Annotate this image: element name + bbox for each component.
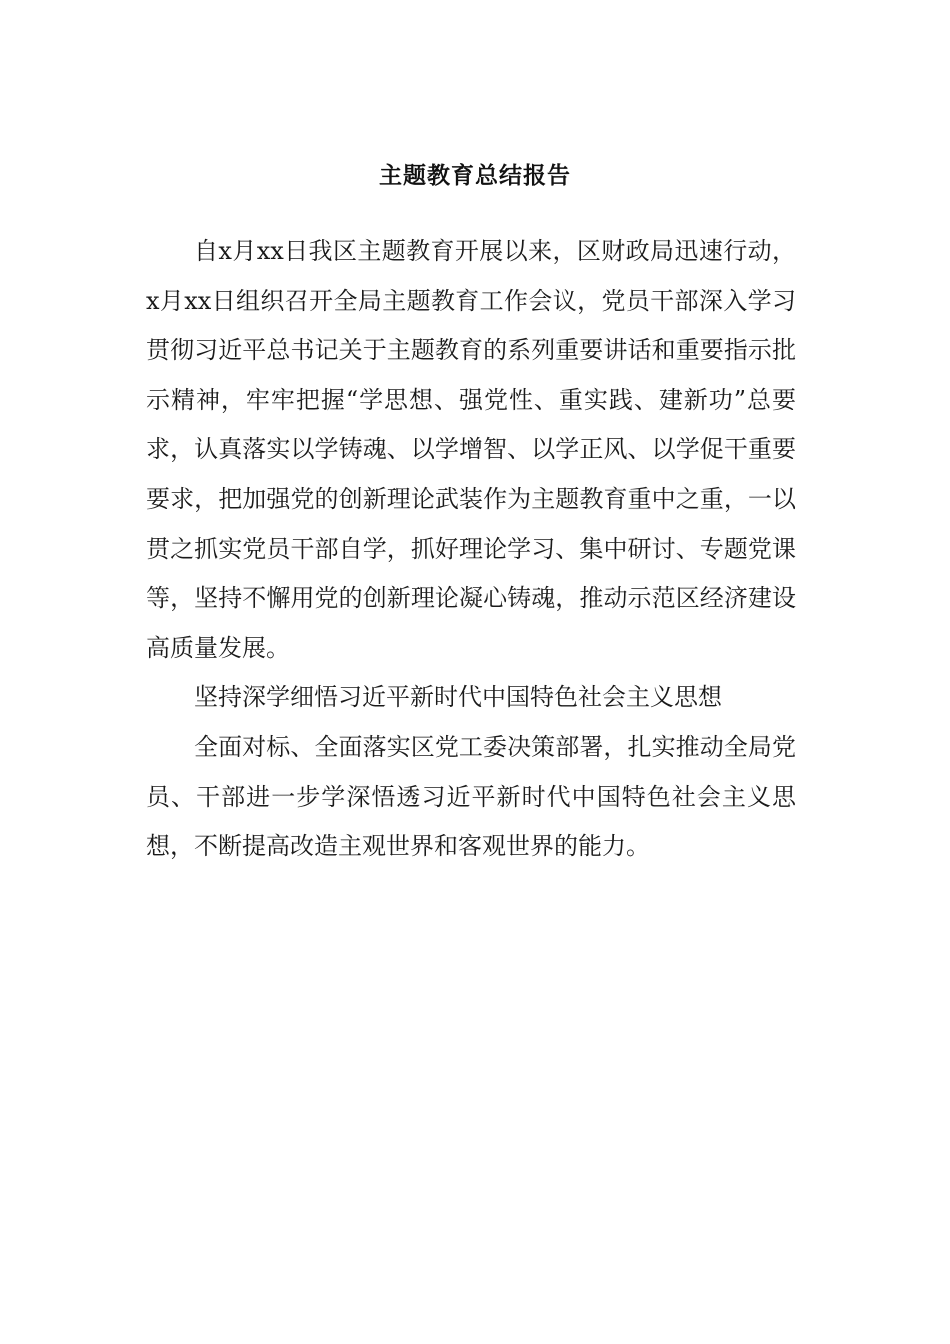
paragraph-body: 全面对标、全面落实区党工委决策部署，扎实推动全局党员、干部进一步学深悟透习近平新时代中国特色社会主义思想，不断提高改造主观世界和客观世界的能力。 [146, 732, 796, 861]
paragraph-heading: 坚持深学细悟习近平新时代中国特色社会主义思想 [194, 683, 722, 712]
document-title: 主题教育总结报告 [379, 163, 571, 189]
paragraph-intro: 自x月xx日我区主题教育开展以来，区财政局迅速行动，x月xx日组织召开全局主题教育工作会议，党员干部深入学习贯彻习近平总书记关于主题教育的系列重要讲话和重要指示批示精神，牢牢把握“学思想、强党性、重实践、建新功”总要求，认真落实以学铸魂、以学增智、以学正风、以学促干重要要求，把加强党的创新理论武装作为主题教育重中之重，一以贯之抓实党员干部自学，抓好理论学习、集中研讨、专题党课等，坚持不懈用党的创新理论凝心铸魂，推动示范区经济建设高质量发展。 [146, 237, 796, 662]
document-body [146, 227, 796, 872]
